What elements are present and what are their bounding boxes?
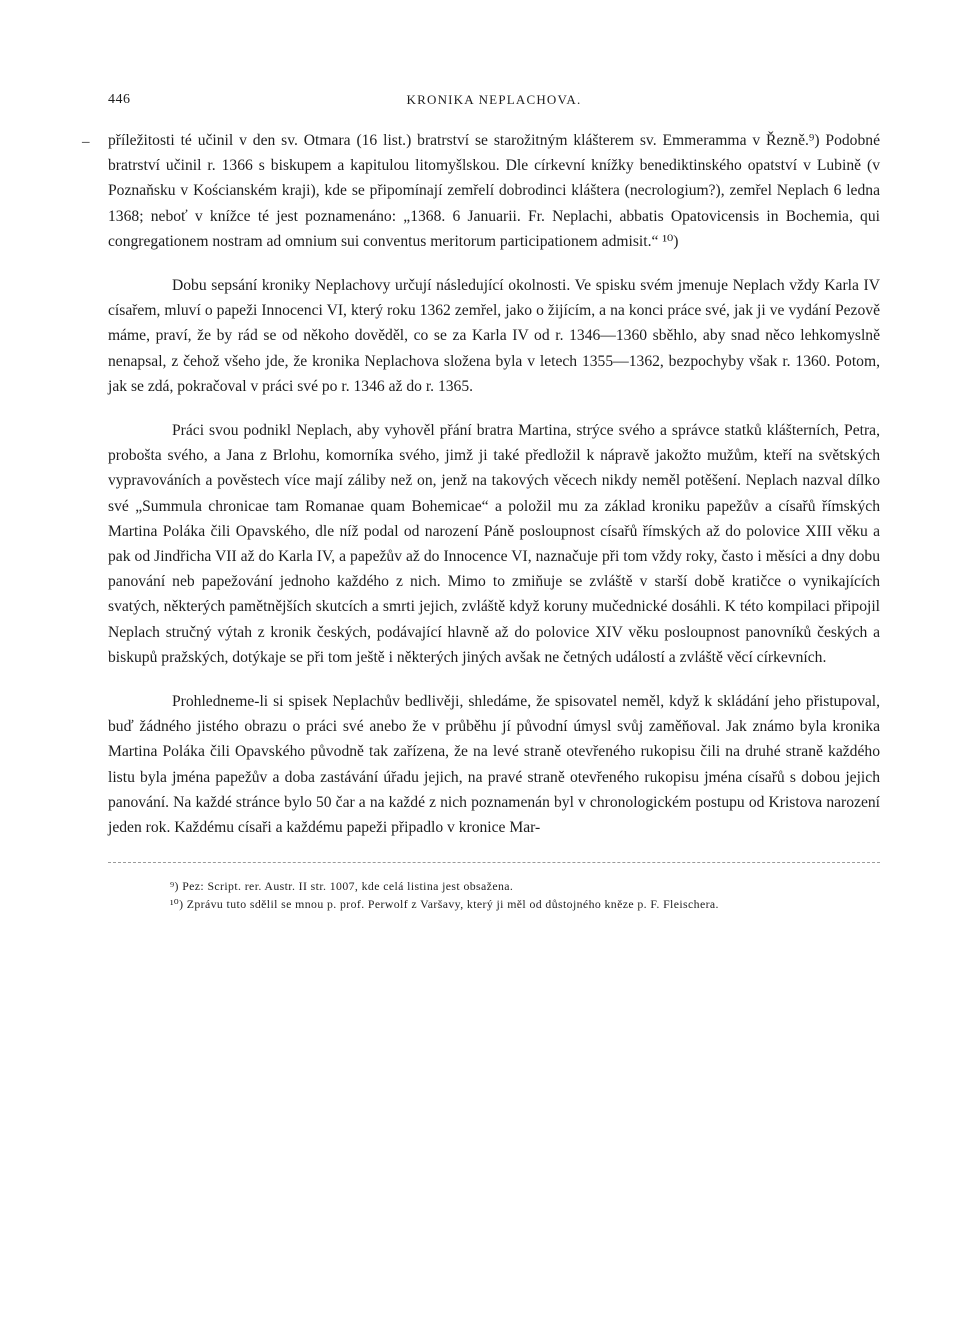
page-header (108, 92, 880, 112)
paragraph-structure: Prohledneme-li si spisek Neplachův bedlivěji, shledáme, že spisovatel neměl, když k skládání jeho přistupoval, buď žádného jistého obrazu o práci své anebo že v průběhu jí původní úmysl svůj zaměňoval. Jak známo byla kronika Martina Poláka čili Opavského původně tak zařízena, že na levé straně otevřeného rukopisu čili na druhé straně každého listu byla jména papežův a doba zastávání úřadu jejich, na pravé straně otevřeného rukopisu jména císařů s dobou jejich panování. Na každé stránce bylo 50 čar a na každé z nich poznamenán byl v chronologickém postupu od Kristova narození jeden rok. Každému císaři a každému papeži připadlo v kronice Mar- (108, 693, 880, 837)
footnote-rule (108, 862, 880, 863)
page-number: 446 (108, 92, 131, 107)
paragraph-continuation: příležitosti té učinil v den sv. Otmara (16 list.) bratrství se starožitným klášterem sv. Emmeramma v Řezně.⁹) Podobné bratrství učinil r. 1366 s biskupem a kapitulou litomyšlskou. Dle církevní knížky benediktinského opatství v Lubině (v Poznaňsku v Kościanském kraji), kde se připomínají zemřelí dobrodinci kláštera (necrologium?), zemřel Neplach 6 ledna 1368; neboť v knížce té jest poznamenáno: „1368. 6 Januarii. Fr. Neplachi, abbatis Opatovicensis in Bochemia, qui congregationem nostram ad omnium sui conventus meritorum participationem admisit.“ ¹⁰) (108, 132, 880, 250)
document-page (82, 92, 880, 913)
running-title: KRONIKA NEPLACHOVA. (406, 92, 582, 107)
footnote-9: ⁹) Pez: Script. rer. Austr. II str. 1007, kde celá listina jest obsažena. (170, 879, 514, 894)
margin-mark: – (82, 134, 90, 150)
footnote-10: ¹⁰) Zprávu tuto sdělil se mnou p. prof. Perwolf z Varšavy, který ji měl od důstojného kněze p. F. Fleischera. (170, 897, 719, 912)
paragraph-dating: Dobu sepsání kroniky Neplachovy určují následující okolnosti. Ve spisku svém jmenuje Neplach vždy Karla IV císařem, mluví o papeži Innocenci VI, který roku 1362 zemřel, jako o žijícím, a na konci práce své, jak ji ve vydání Pezově máme, praví, že by rád se od někoho dověděl, co se za Karla IV od r. 1346—1360 sběhlo, aby snad něco lehkomyslně nenapsal, z čehož všeho jde, že kronika Neplachova složena byla v letech 1355—1362, bezpochyby však r. 1360. Potom, jak se zdá, pokračoval v práci své po r. 1346 až do r. 1365. (108, 277, 880, 395)
footnotes (108, 877, 880, 913)
body-text (108, 128, 880, 840)
paragraph-work: Práci svou podnikl Neplach, aby vyhověl přání bratra Martina, strýce svého a správce statků klášterních, Petra, probošta svého, a Jana z Brlohu, komorníka svého, jimž ji také předložil k nápravě jakožto mužům, kteří na světských vypravováních a pověstech více mají záliby než on, jenž na takových věcech nikdy neměl potěšení. Neplach nazval dílko své „Summula chronicae tam Romanae quam Bohemicae“ a položil mu za základ kroniku papežův a císařů římských Martina Poláka čili Opavského, dle níž podal od narození Páně posloupnost císařů římských až do polovice XIII věku a pak od Jindřicha VII až do Karla IV, a papežův až do Innocence VI, naznačuje při tom vždy roky, často i měsíci a dny dobu panování neb papežování jednoho každého z nich. Mimo to zmiňuje se zvláště v starší době kratičce o vynikajících svatých, některých pamětnějších skutcích a smrti jejich, zvláště když koruny mučednické dosáhli. K této kompilaci připojil Neplach stručný výtah z kronik českých, podávající hlavně až do polovice XIV věku posloupnost panovníků českých a biskupů pražských, dotýkaje se při tom ještě i některých jiných avšak ne četných událostí a zvláště věcí církevních. (108, 422, 880, 666)
